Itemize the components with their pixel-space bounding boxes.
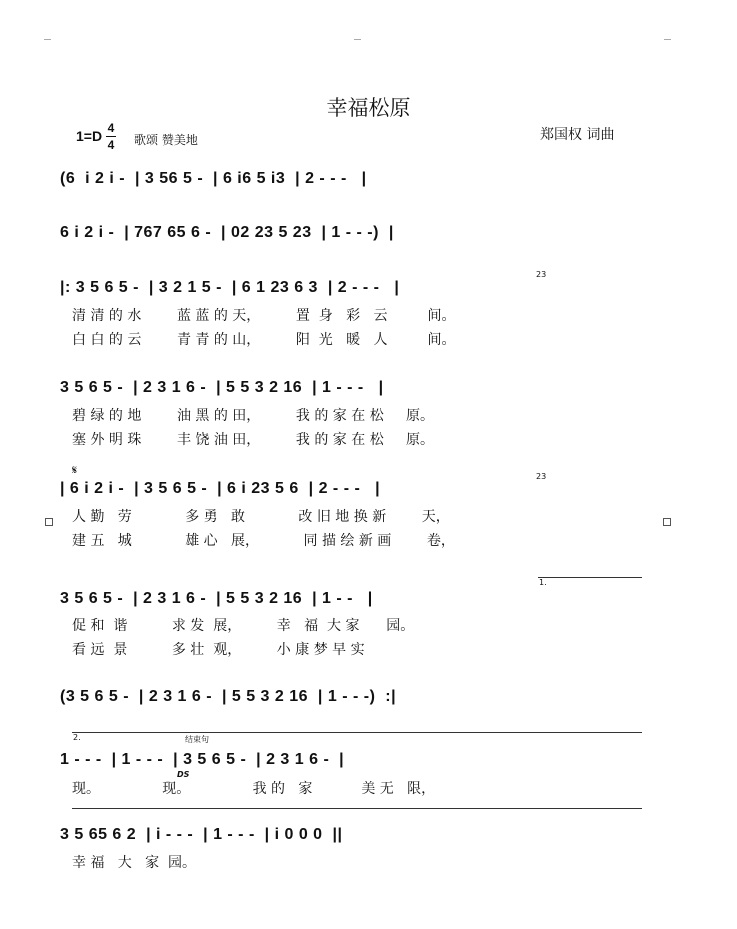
grace-note-mark-2: 23: [536, 472, 547, 481]
volta-2-label: 2.: [73, 733, 81, 742]
lyric-line-8: 现。 现。 我 的 家 美 无 限，: [72, 781, 436, 797]
notation-line-4: 3 5 6 5 - | 2 3 1 6 - | 5 5 3 2 16 | 1 - - - |: [60, 379, 384, 396]
dal-segno-mark: DS: [177, 770, 190, 779]
segno-sign: 𝄋: [72, 463, 78, 477]
lyric-line-6a: 促 和 谐 求 发 展， 幸 福 大 家 园。: [72, 618, 415, 634]
key-signature: 1=D: [76, 128, 103, 144]
lyric-line-9: 幸 福 大 家 园。: [72, 855, 197, 871]
time-divider: [106, 136, 116, 137]
side-marker-left: [45, 518, 53, 526]
song-title: 幸福松原: [326, 96, 411, 120]
time-bottom: 4: [107, 138, 115, 152]
volta-1-label: 1.: [539, 578, 547, 587]
lyric-line-4a: 碧 绿 的 地 油 黑 的 田， 我 的 家 在 松 原。: [72, 408, 434, 424]
ending-phrase-label: 结束句: [185, 735, 209, 744]
time-top: 4: [107, 121, 115, 135]
notation-line-6: 3 5 6 5 - | 2 3 1 6 - | 5 5 3 2 16 | 1 - - |: [60, 590, 373, 607]
lyric-line-3b: 白 白 的 云 青 青 的 山， 阳 光 暖 人 间。: [72, 332, 456, 348]
composer-credit: 郑国权 词曲: [540, 127, 615, 143]
time-signature: [106, 121, 116, 152]
page-tick-center: [354, 39, 361, 40]
volta-2-bracket: [72, 732, 642, 733]
notation-line-7: (3 5 6 5 - | 2 3 1 6 - | 5 5 3 2 16 | 1 - - -) :|: [60, 688, 397, 705]
lyric-line-3a: 清 清 的 水 蓝 蓝 的 天， 置 身 彩 云 间。: [72, 308, 456, 324]
performance-direction: 歌颂 赞美地: [134, 133, 198, 147]
notation-line-3: |: 3 5 6 5 - | 3 2 1 5 - | 6 1 23 6 3 | 2 - - - |: [60, 279, 400, 296]
page-tick-right: [664, 39, 671, 40]
notation-line-9: 3 5 65 6 2 | i - - - | 1 - - - | i 0 0 0 ||: [60, 826, 343, 843]
volta-1-bracket: [538, 577, 642, 578]
lyric-line-5b: 建 五 城 雄 心 展， 同 描 绘 新 画 卷，: [72, 533, 455, 549]
notation-line-5: | 6 i 2 i - | 3 5 6 5 - | 6 i 23 5 6 | 2 - - - |: [60, 480, 381, 497]
lyric-line-5a: 人 勤 劳 多 勇 敢 改 旧 地 换 新 天，: [72, 509, 450, 525]
closing-rule: [72, 808, 642, 809]
side-marker-right: [663, 518, 671, 526]
notation-line-1: (6 i 2 i - | 3 56 5 - | 6 i6 5 i3 | 2 - - - |: [60, 170, 367, 187]
grace-note-mark: 23: [536, 270, 547, 279]
page-tick-left: [44, 39, 51, 40]
lyric-line-6b: 看 远 景 多 壮 观， 小 康 梦 早 实: [72, 642, 365, 658]
notation-line-2: 6 i 2 i - | 767 65 6 - | 02 23 5 23 | 1 - - -) |: [60, 224, 394, 241]
notation-line-8: 1 - - - | 1 - - - | 3 5 6 5 - | 2 3 1 6 - |: [60, 751, 345, 768]
lyric-line-4b: 塞 外 明 珠 丰 饶 油 田， 我 的 家 在 松 原。: [72, 432, 434, 448]
